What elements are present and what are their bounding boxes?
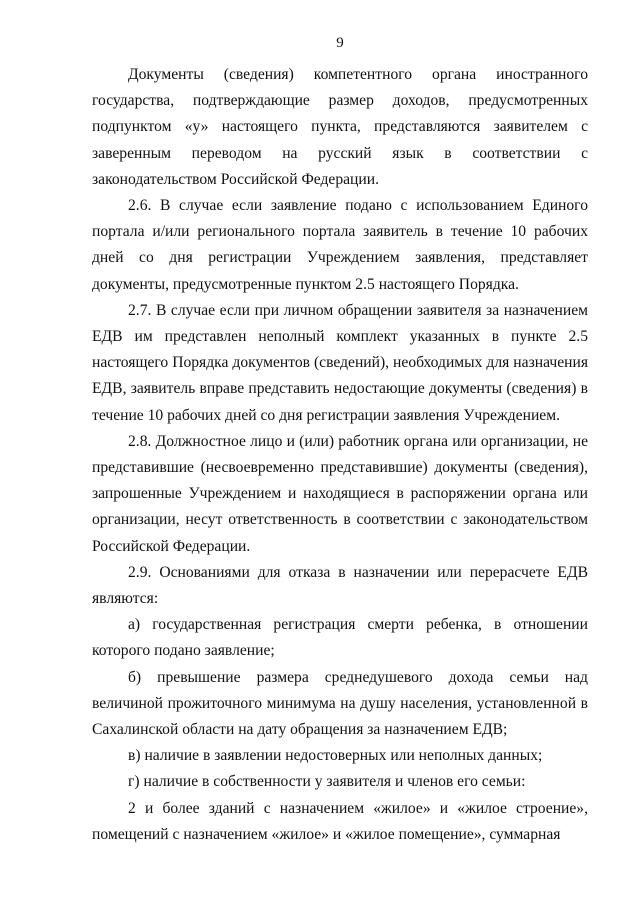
document-body [92,62,588,848]
list-item-g: г) наличие в собственности у заявителя и членов его семьи: [128,773,526,791]
page-number: 9 [336,35,344,51]
paragraph-foreign-documents: Документы (сведения) компетентного органа иностранного государства, подтверждающие размер доходов, предусмотренных подпунктом «у» настоящего пункта, представляются заявителем с заверенным переводом на русский язык в соответствии с законодательством Российской Федерации. [92,66,588,188]
paragraph-2-9: 2.9. Основаниями для отказа в назначении или перерасчете ЕДВ являются: [92,563,588,608]
list-item-b: б) превышение размера среднедушевого дохода семьи над величиной прожиточного минимума на душу населения, установленной в Сахалинской области на дату обращения за назначением ЕДВ; [92,668,588,739]
list-item-v: в) наличие в заявлении недостоверных или неполных данных; [128,747,543,765]
paragraph-2-8: 2.8. Должностное лицо и (или) работник органа или организации, не представившие (несвоевременно представившие) документы (сведения), запрошенные Учреждением и находящиеся в распоряжении органа или организации, несут ответственность в соответствии с законодательством Российской Федерации. [92,432,588,555]
paragraph-buildings: 2 и более зданий с назначением «жилое» и «жилое строение», помещений с назначением «жилое» и «жилое помещение», суммарная [92,799,588,843]
paragraph-2-7: 2.7. В случае если при личном обращении заявителя за назначением ЕДВ им представлен неполный комплект указанных в пункте 2.5 настоящего Порядка документов (сведений), необходимых для назначения ЕДВ, заявитель вправе представить недостающие документы (сведения) в течение 10 рабочих дней со дня регистрации заявления Учреждением. [92,301,588,424]
list-item-a: а) государственная регистрация смерти ребенка, в отношении которого подано заявление; [92,616,588,660]
paragraph-2-6: 2.6. В случае если заявление подано с использованием Единого портала и/или регионального портала заявитель в течение 10 рабочих дней со дня регистрации Учреждением заявления, представляет документы, предусмотренные пунктом 2.5 настоящего Порядка. [92,197,588,293]
